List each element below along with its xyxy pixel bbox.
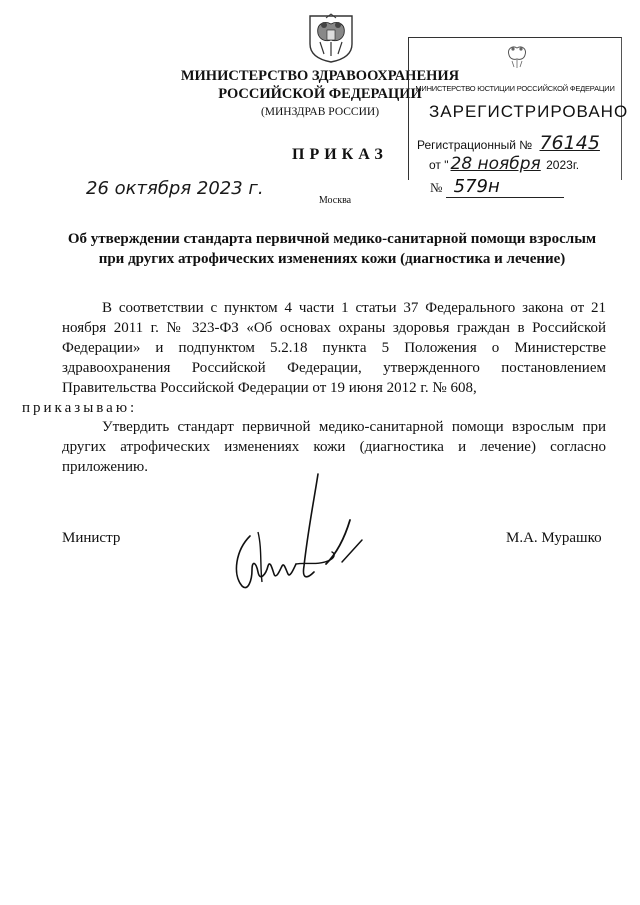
stamp-date-suffix: 2023г.	[546, 158, 580, 172]
stamp-registration-number	[417, 132, 600, 154]
stamp-emblem-icon	[504, 42, 530, 70]
order-number-value: 579н	[446, 176, 564, 198]
stamp-date-prefix: от "	[429, 158, 449, 172]
preamble-text: В соответствии с пунктом 4 части 1 статьи 37 Федерального закона от 21 ноября 2011 г. № 323-ФЗ «Об основах охраны здоровья граждан в Российской Федерации» и подпунктом 5.2.18 пункта 5 Положения о Министерстве здравоохранения Российской Федерации, утвержденного постановлением Правительства Российской Федерации от 19 июня 2012 г. № 608,	[62, 300, 606, 396]
ministry-name-line2: РОССИЙСКОЙ ФЕДЕРАЦИИ	[218, 86, 422, 102]
stamp-date	[429, 154, 579, 174]
stamp-date-handwritten: 28 ноября	[450, 154, 541, 174]
coat-of-arms-icon	[306, 10, 356, 64]
preamble-paragraph	[22, 298, 606, 418]
stamp-heading: МИНИСТЕРСТВО ЮСТИЦИИ РОССИЙСКОЙ ФЕДЕРАЦИИ	[415, 84, 615, 93]
ministry-name-line1: МИНИСТЕРСТВО ЗДРАВООХРАНЕНИЯ	[180, 68, 460, 84]
order-city: Москва	[318, 195, 352, 206]
order-title: ПРИКАЗ	[292, 146, 388, 163]
signatory-role: Министр	[62, 530, 121, 546]
stamp-number-label: Регистрационный №	[417, 138, 533, 152]
order-number	[430, 176, 564, 198]
stamp-number-value: 76145	[539, 132, 600, 154]
order-number-label: №	[430, 180, 443, 195]
order-word: приказываю:	[22, 400, 138, 416]
order-paragraph: Утвердить стандарт первичной медико-санитарной помощи взрослым при других атрофических изменениях кожи (диагностика и лечение) согласно приложению.	[62, 419, 606, 475]
order-date: 26 октября 2023 г.	[86, 178, 264, 199]
signatory-name: М.А. Мурашко	[506, 530, 602, 546]
registration-stamp	[408, 37, 629, 180]
document-title-line1: Об утверждении стандарта первичной медико-санитарной помощи взрослым	[67, 231, 597, 247]
document-title-line2: при других атрофических изменениях кожи (диагностика и лечение)	[98, 251, 566, 267]
ministry-short-name: (МИНЗДРАВ РОССИИ)	[260, 106, 380, 118]
stamp-status: ЗАРЕГИСТРИРОВАНО	[429, 102, 629, 121]
handwritten-signature	[222, 470, 372, 610]
document-title	[62, 229, 602, 269]
